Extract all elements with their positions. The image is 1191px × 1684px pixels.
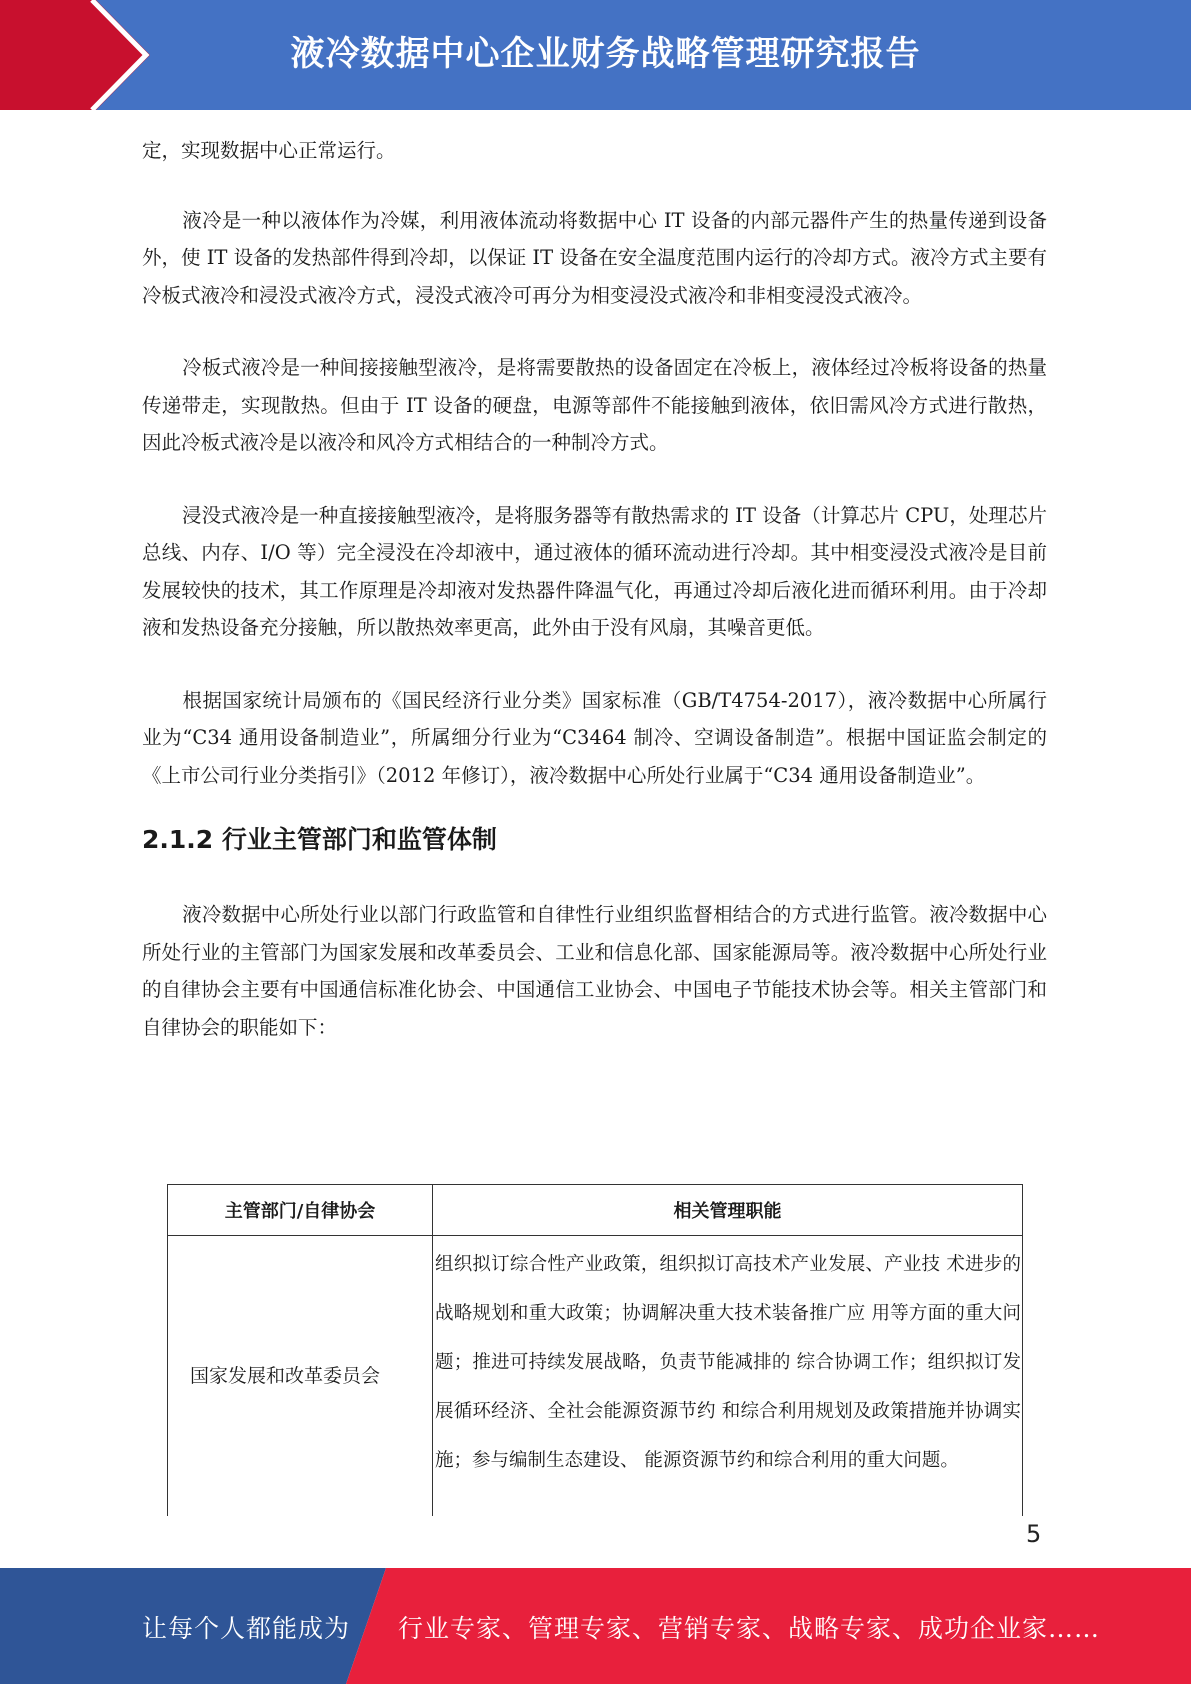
page-header — [0, 0, 1191, 110]
paragraph-regulation — [142, 896, 1047, 1046]
table-cell-functions: 组织拟订综合性产业政策，组织拟订高技术产业发展、产业技 术进步的战略规划和重大政策；协调解决重大技术装备推广应 用等方面的重大问题；推进可持续发展战略，负责节能减排的 综合协调工作；组织拟订发展循环经济、全社会能源资源节约 和综合利用规划及政策措施并协调实施；参与编制生态建设、 能源资源节约和综合利用的重大问题。 — [433, 1236, 1023, 1517]
paragraph-text: 浸没式液冷是一种直接接触型液冷，是将服务器等有散热需求的 IT 设备（计算芯片 CPU，处理芯片总线、内存、I/O 等）完全浸没在冷却液中，通过液体的循环流动进行冷却。其中相变浸没式液冷是目前发展较快的技术，其工作原理是冷却液对发热器件降温气化，再通过冷却后液化进而循环利用。由于冷却液和发热设备充分接触，所以散热效率更高，此外由于没有风扇，其噪音更低。 — [142, 503, 1047, 639]
footer-slogan-right: 行业专家、管理专家、营销专家、战略专家、成功企业家…… — [398, 1614, 1101, 1643]
table-cell-dept: 国家发展和改革委员会 — [168, 1236, 433, 1517]
page-footer — [0, 1568, 1191, 1684]
paragraph-text: 根据国家统计局颁布的《国民经济行业分类》国家标准（GB/T4754-2017），液冷数据中心所属行业为“C34 通用设备制造业”，所属细分行业为“C3464 制冷、空调设备制造”。根据中国证监会制定的《上市公司行业分类指引》（2012 年修订），液冷数据中心所处行业属于“C34 通用设备制造业”。 — [142, 688, 1047, 787]
paragraph-text: 液冷是一种以液体作为冷媒，利用液体流动将数据中心 IT 设备的内部元器件产生的热量传递到设备外，使 IT 设备的发热部件得到冷却，以保证 IT 设备在安全温度范围内运行的冷却方式。液冷方式主要有冷板式液冷和浸没式液冷方式，浸没式液冷可再分为相变浸没式液冷和非相变浸没式液冷。 — [142, 208, 1047, 307]
report-title: 液冷数据中心企业财务战略管理研究报告 — [290, 34, 921, 74]
table-row — [168, 1236, 1023, 1517]
paragraph-text: 冷板式液冷是一种间接接触型液冷，是将需要散热的设备固定在冷板上，液体经过冷板将设备的热量传递带走，实现散热。但由于 IT 设备的硬盘，电源等部件不能接触到液体，依旧需风冷方式进行散热，因此冷板式液冷是以液冷和风冷方式相结合的一种制冷方式。 — [142, 356, 1047, 454]
paragraph-immersion — [142, 497, 1047, 647]
table-header-functions: 相关管理职能 — [433, 1185, 1023, 1236]
table-header-dept: 主管部门/自律协会 — [168, 1185, 433, 1236]
paragraph-liquid-cooling — [142, 202, 1047, 315]
paragraph-continuation — [142, 132, 1047, 170]
section-heading: 2.1.2 行业主管部门和监管体制 — [142, 825, 497, 854]
paragraph-industry-classification — [142, 682, 1047, 795]
paragraph-text: 定，实现数据中心正常运行。 — [142, 139, 396, 162]
paragraph-cold-plate — [142, 349, 1047, 462]
regulatory-table — [167, 1184, 1023, 1516]
main-content — [142, 132, 1047, 1081]
table-header-row — [168, 1185, 1023, 1236]
page-number: 5 — [1026, 1520, 1042, 1548]
footer-slogan-left: 让每个人都能成为 — [142, 1614, 351, 1643]
paragraph-text: 液冷数据中心所处行业以部门行政监管和自律性行业组织监督相结合的方式进行监管。液冷数据中心所处行业的主管部门为国家发展和改革委员会、工业和信息化部、国家能源局等。液冷数据中心所处行业的自律协会主要有中国通信标准化协会、中国通信工业协会、中国电子节能技术协会等。相关主管部门和自律协会的职能如下： — [142, 903, 1047, 1039]
